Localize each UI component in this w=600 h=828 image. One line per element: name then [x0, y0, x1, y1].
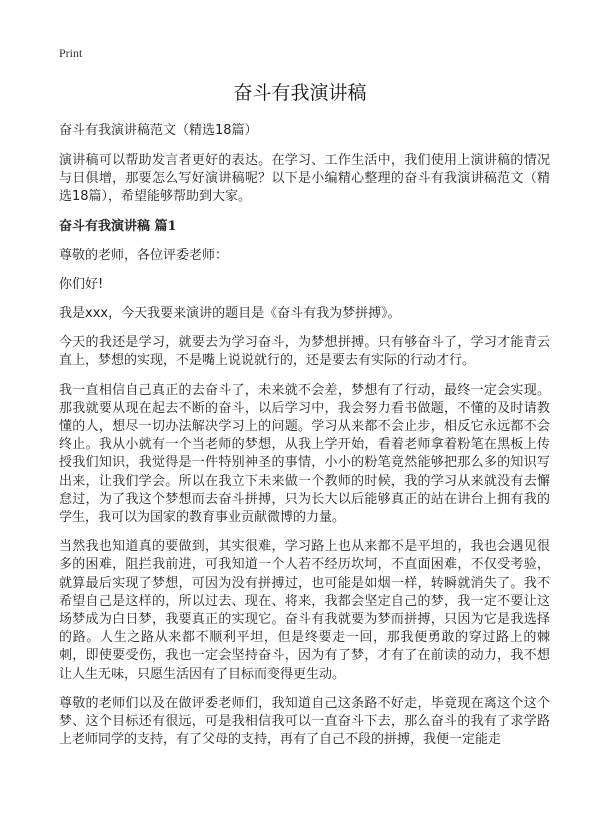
print-link[interactable]: Print [59, 46, 83, 60]
page-title: 奋斗有我演讲稿 [233, 82, 367, 104]
paragraph-body: 当然我也知道真的要做到，其实很难，学习路上也从来都不是平坦的，我也会遇见很多的困难，阻拦我前进，可我知道一个人若不经历坎坷，不直面困难，不仅受考验，就算最后实现了梦想，可因为没有拼搏过，也可能是如烟一样，转瞬就消失了。我不希望自己是这样的，所以过去、现在、将来，我都会坚定自己的梦，我一定不要让这场梦成为白日梦，我要真正的实现它。奋斗有我就要为梦而拼搏，只因为它是我选择的路。人生之路从来都不顺利平坦，但是终要走一回，那我便勇敢的穿过路上的棘刺，即使要受伤，我也一定会坚持奋斗，因为有了梦，才有了在前读的动力，我不想让人生无味，只愿生活因有了目标而变得更生动。 [59, 539, 550, 682]
paragraph-greeting: 尊敬的老师，各位评委老师： [59, 247, 229, 263]
section-heading: 奋斗有我演讲稿 篇1 [59, 218, 177, 234]
document-subtitle: 奋斗有我演讲稿范文（精选18篇） [59, 123, 258, 138]
intro-paragraph: 演讲稿可以帮助发言者更好的表达。在学习、工作生活中，我们使用上演讲稿的情况与日俱增，那要怎么写好演讲稿呢？以下是小编精心整理的奋斗有我演讲稿范文（精选18篇），希望能够帮助到大家。 [59, 153, 550, 205]
paragraph-body: 今天的我还是学习，就要去为学习奋斗，为梦想拼搏。只有够奋斗了，学习才能青云直上，梦想的实现，不是嘴上说说就行的，还是要去有实际的行动才行。 [59, 335, 550, 369]
paragraph-hello: 你们好! [59, 276, 104, 292]
paragraph-body: 尊敬的老师们以及在做评委老师们，我知道自己这条路不好走，毕竟现在离这个这个梦、这个目标还有很远，可是我相信我可以一直奋斗下去，那么奋斗的我有了求学路上老师同学的支持，有了父母的支持，再有了自己不段的拼搏，我便一定能走 [59, 695, 550, 748]
document-body [59, 122, 550, 760]
paragraph-topic: 我是xxx，今天我要来演讲的题目是《奋斗有我为梦拼搏》。 [59, 306, 401, 322]
paragraph-body: 我一直相信自己真正的去奋斗了，未来就不会差，梦想有了行动，最终一定会实现。那我就要从现在起去不断的奋斗，以后学习中，我会努力看书做题，不懂的及时请教懂的人，想尽一切办法解决学习上的问题。学习从来都不会止步，相反它永远都不会终止。我从小就有一个当老师的梦想，从我上学开始，看着老师拿着粉笔在黑板上传授我们知识，我觉得是一件特别神圣的事情，小小的粉笔竟然能够把那么多的知识写出来，让我们学会。所以在我立下未来做一个教师的时候，我的学习从来就没有去懈怠过，为了我这个梦想而去奋斗拼搏，只为长大以后能够真正的站在讲台上拥有我的学生，我可以为国家的教育事业贡献微博的力量。 [59, 382, 550, 526]
